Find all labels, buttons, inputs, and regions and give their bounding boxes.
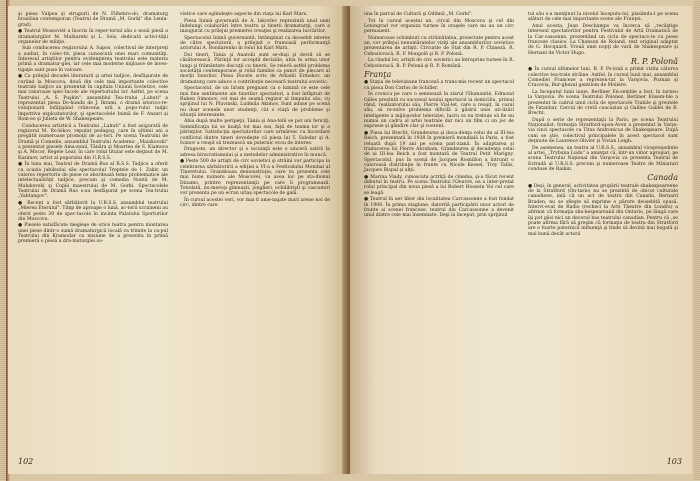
paragraph: una în parcul de Cultură şi Odihnă „M. Gorki". bbox=[364, 12, 473, 17]
paragraph: Anul acesta, Jean Deschamps va încerca să „recâştige interesul spectatorilor pentru Festivalul de Artă Dramatică de la Car-cassonne, prezentând un ciclu de spectaco-le cu piese franceze clasice. La Chanson de Roland, text original adaptat de G. Hocquard. Vrouă unei nopţi de vară de Shakespeare şi Hernani de Victor Hugo. bbox=[528, 23, 678, 56]
paragraph: ● Ca prilejul decadei literaturii şi artei tadjice, desfăşurate de curând la Moscova, două din cele mai importante colective teatrale tadjice au prezentat în capitala Uniunii Sovietice, cele mai valoroase spec-tacole ale repertoriului lor. Astfel, pe scena Teatrului „A. S. Puşkin", ansamblul Tea-trului „Lahuti" a reprezentat piesa Do-hunda de J. Ikrami, o dramă istorico-re-voluţionară înfăţişând crâncena ură a popo-rului tadjic împotriva exploatatorilor, şi spectacolele Inimă de F. Ansari şi Rom-eo şi Julieta de W. Shakespeare. bbox=[18, 74, 168, 123]
paragraph: ● Recent a fost sărbătorit la U.R.S.S. ansamblul teatrului „Mierea Eterului". Timp de aproape o lună, ac-torii ucraineni au oferit peste 30 de spec-tacole în incinta Palatului Sporturilor din Moscova. bbox=[18, 200, 168, 222]
paragraph: De asemenea, un teatru al U.R.S.S., ansamblul vicepreşedinte al artei, „Trybuna Ludu" a anunţat că, într-un viitor apropiat, pe scena Teatrului Naţional din Varşovia va prezenta Teatrul de Estradă al U.R.S.S. precum şi numeroase Teatre de Miniaturi conduse de Raikin. bbox=[528, 145, 678, 173]
paragraph: După o serie de reprezentaţii la Paris, pe scena Teatrului Naţionalist, formaţia Stratford-upon-Avon a prezentat la Varşo-via cinci spectacole cu Titus Andronicus de Shakespeare. După cum se ştie, colectivul principalele în acest spectacol sunt deţinute de Laurence Olivier şi Vivian Leigh. bbox=[528, 117, 678, 145]
paragraph: Spectacolul, de un lirism pregnant ca o lumină ce este cele mai fine sentimente ale tinerilor spectatori, a fost înfăptuit de Ruben Simonov, cel mai de seamă regizor al timpului său, cu sprijinul lui N. Pluvinski, Ludmila Akimov. Sunt aduse pe scenă nu doar scenele unor studenţi, cât o viaţă de probleme şi situaţii interesante. bbox=[180, 86, 330, 118]
paragraph: Tot în cursul acestui an, circul din Moscova şi cel din Leningrad vor organiza turnee în oraşele care nu au un circ permanent. bbox=[364, 18, 514, 35]
paragraph: Conducerea artistică a Teatrului „Lahuti" a fost asigurată de regizorul M. Ro-bikov, reputat pedagog, care în ultimii ani a pregătit numeroase promoţii de ac-tori. Pe scena Teatrului de Dramă şi Comedie, ansamblul Teatrului Academic „Maiakovski" a prezentat piesele Ama-zonii, Tânăra şi Moartea de S. Kiamova şi A. Mocor, Regele Lear, în care rolul titular este deţinut de M. Kasimov, artist al poporului din U.R.S.S. bbox=[18, 123, 168, 161]
paragraph: ● În luna mai, Teatrul de Dramă Rus al R.S.S. Tadjice a oferit cu ocazia jubileului său spectacolul Treptele de I. Zakir, un valoros repertoriu de piese ce abordează teme problematice ale intelectualităţii tadjice, precum şi comedia Nuntă de M. Malukovski şi Copiii maestrului de M. Gorki. Spectacolele Teatrului de Dramă Rus s-au desfăşurat pe scena Tea-trului „Vahtangov". bbox=[18, 162, 168, 200]
paragraph: ● Piesele satisfăcute megieşe de orice teatru pentru montarea unei piese dintr-o sumă dramaturgică locală va trimite la ca-pul Teatrului din Kramodar ca misiune de a prezenta în primă premieră o piesă a dra-maturgiei so- bbox=[18, 223, 168, 245]
paragraph: şi piesa Vulpea şi strugurii de N. Filhebro-do, dramaturg brazilian contemporan (Teatrul de Dramă „M. Gorki" din Lenin-grad). bbox=[18, 12, 168, 28]
paragraph: ● În cursul ultimelor luni, R. P. Po-lonă a primit vizita câtorva colective tea-trale străine. Astfel, în cursul lunii mai, ansamblul Comediei Franceze a reprezen-tat la Varşovia, Poznan şi Cracovia, Bur-ghezul gentilom de Molière. bbox=[528, 67, 678, 89]
paragraph: Numeroase schimburi cu străinătatea, proiectate pentru acest an, vor prilejui nenumăratelor viziţi ale ansamblurilor sovietice prezentarea de artişti. Circurile de Stat din R. P. Chineză, R. Cehoslovacă, R. P. Mongolă şi R. P. Polonă. bbox=[364, 35, 514, 57]
paragraph: Abia după multe peripeţii, Tania şi Ana-tolii se pot uni fericiţi. Semnificaţia lui se înalţă tot mai sus, faţă de teama lor şi a părinţilor. Satisfacţia spectatorilor care urmăresc cu încordare conflictul dintre tineri dovedeşte că piesa lui T. Solodar şi A. Ivanov a reuşit să trezească un puternic ecou de interes. bbox=[180, 119, 330, 146]
paragraph: ● Staţia de televiziune franceză a trans-mis recent un spectacol cu piesa Don Carlos de Schiller. bbox=[364, 80, 514, 91]
page-number: 103 bbox=[666, 457, 682, 466]
paragraph: În cursul acestei veri, vor mai fi ame-najate mari arene noi de circ, dintre care bbox=[180, 197, 330, 209]
paragraph: ● Teatrul Mossovièt a înscris în reper-toriul său o nouă piesă a dramaturgilor M. Malüareki şi L. Seis, dedicată activi-tăţii organelor de miliţie. bbox=[18, 29, 168, 45]
paragraph: Piesa Inimă guvernată de A. Iakovlev reprezintă unul unei îndelungi colaborări între teatru şi tinerii dramaturgi, care a inaugurat cu prilejul premierei creaţiei şi realizarea lucrărilor. bbox=[180, 18, 330, 35]
left-column-2 bbox=[180, 12, 330, 210]
left-page bbox=[8, 6, 346, 474]
paragraph: Dragoste, un director şi o locuinţă este o sinceră satiră la adresa birocratismului şi a metodelor administrative în muncă. bbox=[180, 147, 330, 158]
paragraph: Spectacolul Inimă guvernantă, întâmpinat cu deosebit interes de către spectatorii, a prilejuit o frumoasă performanţă actorului A. Bondarenko în rolul lui Karl Marx. bbox=[180, 35, 330, 52]
page-edge-right bbox=[694, 0, 700, 481]
paragraph: tul său s-a menţinut la nivelul începutu-lui, plasându-l pe scena alături de cele mai importante scene ale Franţei. bbox=[528, 12, 678, 23]
section-heading-canada: Canada bbox=[647, 173, 678, 183]
page-edge-left bbox=[0, 0, 6, 481]
paragraph: ● Deşi, în general, activitatea grupării teatrale shakespeareene de la Stratford (On-tario) nu se prezintă de obicei culturale canadiene, iată că un act de teatru din Canada, Bernard Braden, nu se sfieşte să exprime o părere deosebită opusă. Intervi-evat de Radio (recheci la Arts Theatre din Londra) a afirmat că formaţia sha-kespeareană din Ontario, pe lângă care îşi pot găsi nici un decorul bas teatrului canadian. Pentru că „se poate afirma fără să greşim că formaţia de teatru din Stratford are o foarte puternică influenţă şi tinde să devină mai bogată şi mai bună decât actorii bbox=[528, 183, 678, 237]
right-column-2 bbox=[528, 12, 678, 238]
paragraph: Sub conducerea regizorului A. Sapos, colectivul de interpreţi a audiat, în colec-tiv, piesa cunoscută unei mari comunităţi. Interesul artiştilor pentru evidenţierea teatrului este materia primă a dramatur-giei, iar cele mai moderne mijloace de inves-tigaţie sunt puse în valoare. bbox=[18, 46, 168, 73]
left-column-1 bbox=[18, 12, 168, 246]
paragraph: vietice care oglindeşte aspecte din viaţa lui Karl Marx. bbox=[180, 12, 308, 17]
paragraph: ● Piesa lui Brecht, Grandeurea şi deca-denţa celui de al III-lea Reich, prezentată în 1938 în premieră mondială la Paris, a fost reluată după 19 ani pe scena pari-ziană. În adaptarea şi traducerea lui Pierre Abraham, Grandeurea şi decadenţa celui de al III-lea Reich a fost montată de Teatrul Petit Marigny. Spectacolul, pus în scenă de Jacques Rosnillon a întrunit o valoroasă distribuţie în frunte cu Nicole Kessel, Troy Tallis, Jacques Rispal şi alţii. bbox=[364, 130, 514, 174]
section-heading-polonia: R. P. Polonă bbox=[630, 56, 678, 66]
section-heading-franta: Franţa bbox=[364, 70, 392, 79]
paragraph: ● Peste 500 de artişti de circ sovietici şi străini vor participa la celebrarea sărbătoririi a ediţiei a VI-a a Festivalului Mondial al Tineretului. Grandioasa demonstraţie, care va prezenta cele mai bune numere ale Moscovei, va avea loc pe sta-dionul Dinamo, printre reprezentanţii pe care îi programează. Totodată, nu-meroşi gimnaşti, jonglieri, echilibrişti şi cascadori vor prezenta pe un ecran uriaş spectacole de gală. bbox=[180, 159, 330, 197]
paragraph: La începutul lunii iunie, Berliner En-semble a fost, în turneu la Varşovia. Pe scena Teatrului Polonez, Berliner Ensem-ble a prezentat în cadrul unui ciclu de spectacole Trabile şi greutele de Fatanhar, Cercul de cretă caucazian şi Galileo Galilei de B. Brecht. bbox=[528, 89, 678, 117]
right-page bbox=[350, 6, 692, 474]
paragraph: Doi tineri, Tania şi Anatolii sunt se-duşi şi decid să se căsătorească. Părinţii lor acceptă deciziile, abia în urma unor lungi şi frământate discuţii cu tinerii. Se relevă astfel problema societăţii contemporane şi rolul familiei ca punct de plecare al morţii tinerilor. Piesa Ducele scris de Arkadii Ermakov, un dramaturg care aduce o contribuţie necesară teatrului sovietic. bbox=[180, 52, 330, 85]
right-column-1 bbox=[364, 12, 514, 220]
paragraph: La rândul lor, artişti de circ sovietici au întreprins turnee în R. Cehoslovacă, R. P. Polonă şi R. P. Română. bbox=[364, 58, 514, 69]
paragraph: ● Marina Vlady, cunoscuta actriţă de cinema, şi-a făcut recent debutul în teatru. Pe scena Teatrului l'Oeuvre, ea a inter-pretat rolul principal din noua piesă a lui Robert Hossein Voi cel care se leagă. bbox=[364, 174, 514, 196]
page-number: 102 bbox=[18, 457, 34, 466]
paragraph: ● Teatrul în aer liber din localitatea Carcassonne a fost fondat în 1908. În prima stagiune, datorită participării unor actori de frunte ai scenei franceze, teatrul din Carcassonne a devenit unul dintre cele mai însemnate. Deşi la început, prin sprijinul bbox=[364, 197, 514, 219]
paragraph: În cronica pe care o semnează în ziarul l'Humanité, Edmond Gilles prezintă cu succesul noului spectacol la domiciliu, primul rând, realizatorului său, Pierre Vial-let, care a reuşit, în cazul său, să re-zolve problema dificilă a găsirii unei uti-lizări inteligente a mijloacelor televiziei, lucru ce nu trebuie să fie nu numai un cadru al artei teatrale dar nici un film ci un joc de expresie şi gândire clar şi coerent. bbox=[364, 92, 514, 130]
